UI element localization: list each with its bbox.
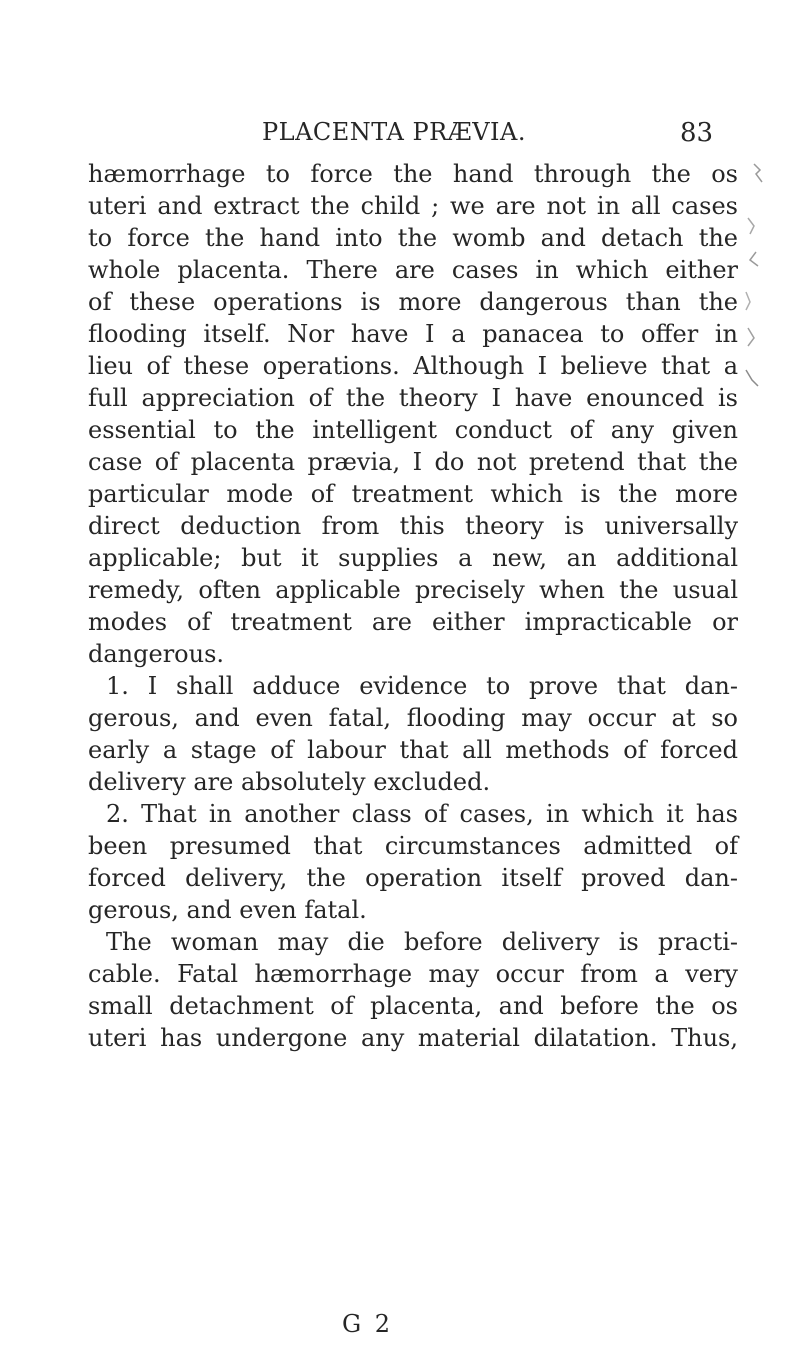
signature-mark: G 2: [342, 1310, 394, 1338]
text-line: essential to the intelligent conduct of any given: [88, 416, 738, 444]
text-line: delivery are absolutely excluded.: [88, 768, 491, 796]
text-line: uteri and extract the child ; we are not in all cases: [88, 192, 738, 220]
text-line: cable. Fatal hæmorrhage may occur from a very: [88, 960, 738, 988]
text-line: case of placenta prævia, I do not pretend that the: [88, 448, 738, 476]
text-line: remedy, often applicable precisely when the usual: [88, 576, 738, 604]
text-line: particular mode of treatment which is the more: [88, 480, 738, 508]
text-line: direct deduction from this theory is universally: [88, 512, 738, 540]
text-line: uteri has undergone any material dilatation. Thus,: [88, 1024, 738, 1052]
text-line: dangerous.: [88, 640, 225, 668]
binding-edge-marks: [740, 160, 770, 400]
text-line: gerous, and even fatal.: [88, 896, 367, 924]
text-line: The woman may die before delivery is practi-: [106, 928, 738, 956]
page-number: 83: [680, 118, 714, 148]
text-line: early a stage of labour that all methods of forced: [88, 736, 738, 764]
text-line: gerous, and even fatal, flooding may occur at so: [88, 704, 738, 732]
text-line: of these operations is more dangerous than the: [88, 288, 738, 316]
text-line: lieu of these operations. Although I believe that a: [88, 352, 738, 380]
text-line: small detachment of placenta, and before the os: [88, 992, 738, 1020]
text-line: applicable; but it supplies a new, an additional: [88, 544, 738, 572]
running-header-title: PLACENTA PRÆVIA.: [262, 118, 526, 146]
text-line: whole placenta. There are cases in which either: [88, 256, 738, 284]
body-text: [88, 158, 738, 1054]
text-line: been presumed that circumstances admitted of: [88, 832, 738, 860]
text-line: hæmorrhage to force the hand through the os: [88, 160, 738, 188]
text-line: 1. I shall adduce evidence to prove that dan-: [106, 672, 738, 700]
text-line: full appreciation of the theory I have enounced is: [88, 384, 738, 412]
text-line: to force the hand into the womb and detach the: [88, 224, 738, 252]
text-line: modes of treatment are either impracticable or: [88, 608, 738, 636]
text-line: forced delivery, the operation itself proved dan-: [88, 864, 738, 892]
text-line: 2. That in another class of cases, in which it has: [106, 800, 738, 828]
text-line: flooding itself. Nor have I a panacea to offer in: [88, 320, 738, 348]
